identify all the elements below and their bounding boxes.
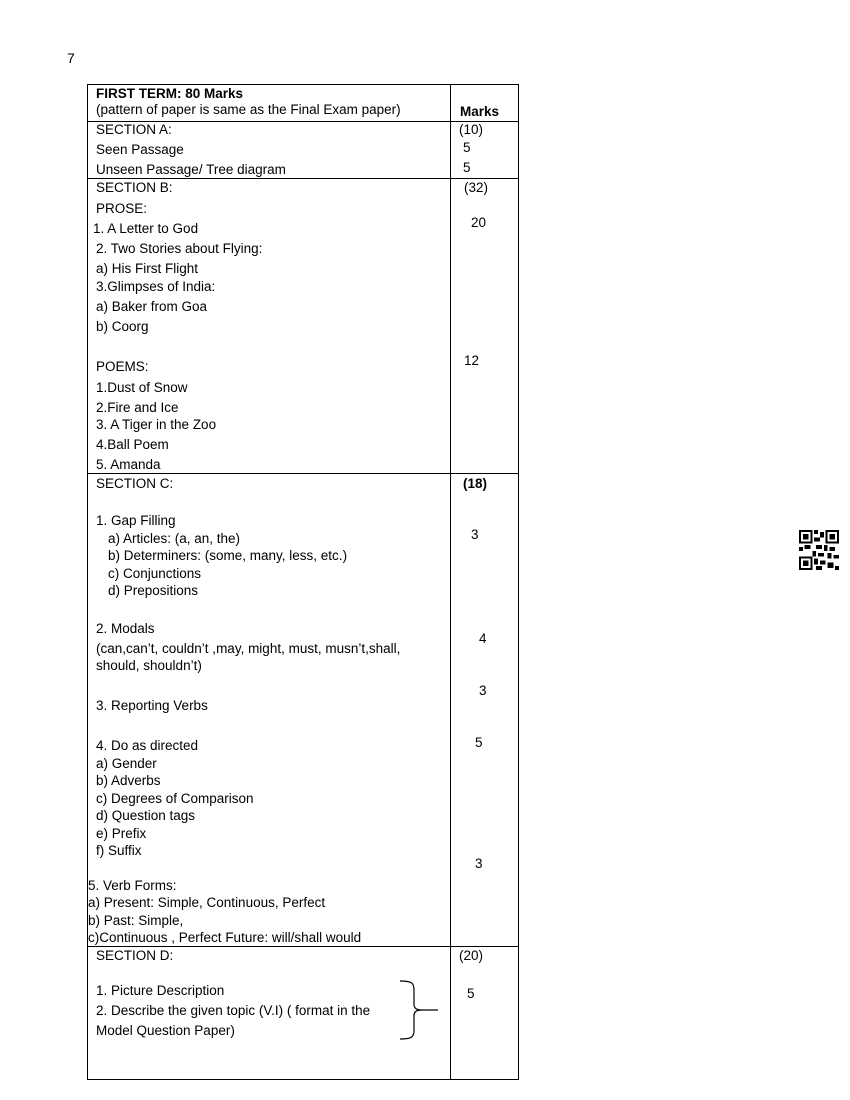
poem-item: 3. A Tiger in the Zoo: [96, 417, 217, 432]
table-subtitle: (pattern of paper is same as the Final Exam paper): [96, 102, 401, 117]
seen-passage-marks: 5: [463, 140, 471, 155]
verb-forms-item: c)Continuous , Perfect Future: will/shall would: [88, 930, 362, 945]
poem-item: 4.Ball Poem: [96, 437, 169, 452]
section-d-item: 2. Describe the given topic (V.I) ( format in the: [96, 1003, 371, 1018]
section-d-item: Model Question Paper): [96, 1023, 235, 1038]
poem-item: 2.Fire and Ice: [96, 400, 179, 415]
do-as-directed-item: c) Degrees of Comparison: [96, 791, 254, 806]
qr-code-icon: [798, 530, 840, 570]
verb-forms-item: b) Past: Simple,: [88, 913, 184, 928]
reporting-verbs-marks: 3: [479, 683, 487, 698]
poem-item: 1.Dust of Snow: [96, 380, 188, 395]
verb-forms-title: 5. Verb Forms:: [88, 878, 177, 893]
modals-line: should, shouldn’t): [96, 658, 202, 673]
page-number: 7: [67, 50, 75, 66]
section-a-marks: (10): [459, 122, 484, 137]
modals-title: 2. Modals: [96, 621, 155, 636]
do-as-directed-title: 4. Do as directed: [96, 738, 199, 753]
prose-item: 2. Two Stories about Flying:: [96, 241, 263, 256]
prose-item: b) Coorg: [96, 319, 149, 334]
gap-filling-item: d) Prepositions: [108, 583, 199, 598]
unseen-passage-marks: 5: [463, 160, 471, 175]
section-d-marks: (20): [459, 948, 484, 963]
table-title: FIRST TERM: 80 Marks: [96, 86, 244, 101]
poems-marks: 12: [464, 353, 480, 368]
section-c-marks: (18): [463, 476, 488, 491]
modals-line: (can,can’t, couldn’t ,may, might, must, musn’t,shall,: [96, 641, 401, 656]
section-b-title: SECTION B:: [96, 180, 173, 195]
prose-marks: 20: [471, 215, 487, 230]
gap-filling-title: 1. Gap Filling: [96, 513, 176, 528]
section-d-item: 1. Picture Description: [96, 983, 225, 998]
gap-filling-item: a) Articles: (a, an, the): [108, 531, 241, 546]
gap-filling-item: c) Conjunctions: [108, 566, 202, 581]
prose-item: a) Baker from Goa: [96, 299, 208, 314]
row-divider-section-c: [87, 946, 519, 947]
marks-column-header: Marks: [460, 104, 500, 119]
section-d-title: SECTION D:: [96, 948, 174, 963]
do-as-directed-item: e) Prefix: [96, 826, 147, 841]
reporting-verbs-title: 3. Reporting Verbs: [96, 698, 208, 713]
do-as-directed-item: f) Suffix: [96, 843, 142, 858]
do-as-directed-item: a) Gender: [96, 756, 157, 771]
verb-forms-marks: 3: [475, 856, 483, 871]
prose-title: PROSE:: [96, 201, 148, 216]
verb-forms-item: a) Present: Simple, Continuous, Perfect: [88, 895, 326, 910]
section-c-title: SECTION C:: [96, 476, 174, 491]
poem-item: 5. Amanda: [96, 457, 161, 472]
row-divider-section-b: [87, 473, 519, 474]
column-divider: [450, 84, 451, 1080]
gap-filling-item: b) Determiners: (some, many, less, etc.): [108, 548, 348, 563]
modals-marks: 4: [479, 631, 487, 646]
do-as-directed-marks: 5: [475, 735, 483, 750]
prose-item: 1. A Letter to God: [93, 221, 199, 236]
section-b-marks: (32): [464, 180, 489, 195]
poems-title: POEMS:: [96, 359, 149, 374]
row-divider-section-a: [87, 178, 519, 179]
gap-filling-marks: 3: [471, 527, 479, 542]
seen-passage-label: Seen Passage: [96, 142, 184, 157]
prose-item: a) His First Flight: [96, 261, 199, 276]
prose-item: 3.Glimpses of India:: [96, 279, 216, 294]
unseen-passage-label: Unseen Passage/ Tree diagram: [96, 162, 286, 177]
curly-brace-icon: [398, 980, 442, 1040]
section-d-items-marks: 5: [467, 986, 475, 1001]
do-as-directed-item: b) Adverbs: [96, 773, 161, 788]
section-a-title: SECTION A:: [96, 122, 172, 137]
do-as-directed-item: d) Question tags: [96, 808, 196, 823]
